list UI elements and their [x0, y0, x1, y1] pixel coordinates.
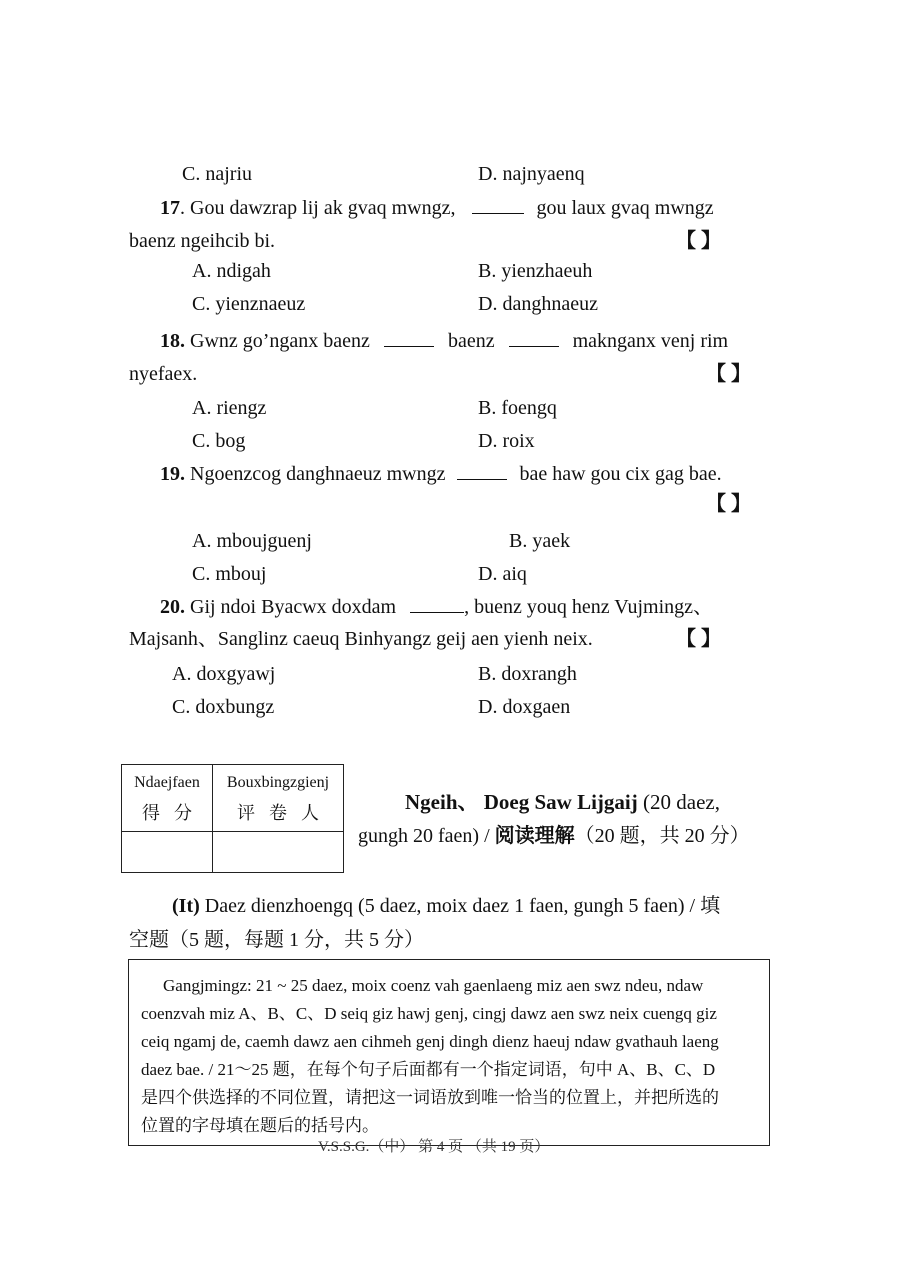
q19-stem-line1: 19. Ngoenzcog danghnaeuz mwngz bae haw gou cix gag bae. [160, 463, 722, 485]
q19-option-d: D. aiq [478, 563, 527, 585]
q17-option-d: D. danghnaeuz [478, 293, 598, 315]
q18-blank-1 [384, 345, 434, 347]
q17-answer-bracket[interactable]: 【 】 [676, 230, 721, 252]
section-2-heading-line1: Ngeih、 Doeg Saw Lijgaij (20 daez, [405, 790, 720, 814]
q20-answer-bracket[interactable]: 【 】 [676, 628, 721, 650]
section-2-heading-line2: gungh 20 faen) / 阅读理解（20 题，共 20 分） [358, 825, 750, 847]
part-1-line1: (It) Daez dienzhoengq (5 daez, moix daez 1 faen, gungh 5 faen) / 填 [172, 895, 721, 917]
q17-stem-line2: baenz ngeihcib bi. [129, 230, 276, 252]
q18-number: 18. [160, 330, 185, 352]
q16-option-c: C. najriu [182, 163, 252, 185]
q19-blank [457, 478, 507, 480]
q18-stem-line1: 18. Gwnz go’nganx baenz baenz maknganx venj rim [160, 330, 729, 352]
part-1-line2: 空题（5 题，每题 1 分，共 5 分） [129, 929, 424, 951]
instructions-line: coenzvah miz A、B、C、D seiq giz hawj genj, cingj dawz aen swz neix cuengq giz [141, 1004, 717, 1023]
q19-number: 19. [160, 463, 185, 485]
q19-option-c: C. mbouj [192, 563, 267, 585]
instructions-line: ceiq ngamj de, caemh dawz aen cihmeh genj dingh dienz haeuj ndaw gvathauh laeng [141, 1032, 719, 1051]
q18-stem-line2: nyefaex. [129, 363, 198, 385]
grader-header: Bouxbingzgienj 评卷人 [213, 765, 344, 832]
q17-stem-line1: 17. Gou dawzrap lij ak gvaq mwngz, gou laux gvaq mwngz [160, 197, 714, 219]
q18-blank-2 [509, 345, 559, 347]
instructions-box [128, 959, 770, 1146]
q20-option-b: B. doxrangh [478, 663, 577, 685]
q18-answer-bracket[interactable]: 【 】 [706, 363, 751, 385]
q20-stem-line2: Majsanh、Sanglinz caeuq Binhyangz geij aen yienh neix. [129, 628, 593, 650]
q17-number: 17 [160, 197, 180, 219]
q20-option-a: A. doxgyawj [172, 663, 276, 685]
q20-number: 20. [160, 596, 185, 618]
score-header: Ndaejfaen 得分 [122, 765, 213, 832]
q18-option-d: D. roix [478, 430, 535, 452]
q19-option-a: A. mboujguenj [192, 530, 312, 552]
grader-cell[interactable] [213, 832, 344, 873]
instructions-line: daez bae. / 21～25 题，在每个句子后面都有一个指定词语，句中 A、B、C、D [141, 1060, 716, 1079]
q17-option-b: B. yienzhaeuh [478, 260, 593, 282]
q20-blank [410, 611, 464, 613]
q19-answer-bracket[interactable]: 【 】 [706, 493, 751, 515]
q17-option-a: A. ndigah [192, 260, 271, 282]
instructions-line: 是四个供选择的不同位置，请把这一词语放到唯一恰当的位置上，并把所选的 [141, 1088, 719, 1107]
score-cell[interactable] [122, 832, 213, 873]
score-table [121, 764, 344, 873]
q17-option-c: C. yienznaeuz [192, 293, 306, 315]
instructions-line: 位置的字母填在题后的括号内。 [141, 1116, 379, 1135]
instructions-line: Gangjmingz: 21 ~ 25 daez, moix coenz vah gaenlaeng miz aen swz ndeu, ndaw [163, 976, 704, 995]
q20-option-c: C. doxbungz [172, 696, 275, 718]
q20-stem-line1: 20. Gij ndoi Byacwx doxdam , buenz youq henz Vujmingz、 [160, 596, 714, 618]
page-footer: V.S.S.G.（中） 第 4 页 （共 19 页） [318, 1139, 550, 1155]
q19-option-b: B. yaek [509, 530, 571, 552]
q18-option-a: A. riengz [192, 397, 267, 419]
q18-option-c: C. bog [192, 430, 246, 452]
section-2-title: Ngeih、 Doeg Saw Lijgaij [405, 790, 638, 814]
q17-blank [472, 212, 524, 214]
part-1-label: (It) [172, 895, 200, 917]
q18-option-b: B. foengq [478, 397, 557, 419]
q20-option-d: D. doxgaen [478, 696, 571, 718]
q16-option-d: D. najnyaenq [478, 163, 585, 185]
